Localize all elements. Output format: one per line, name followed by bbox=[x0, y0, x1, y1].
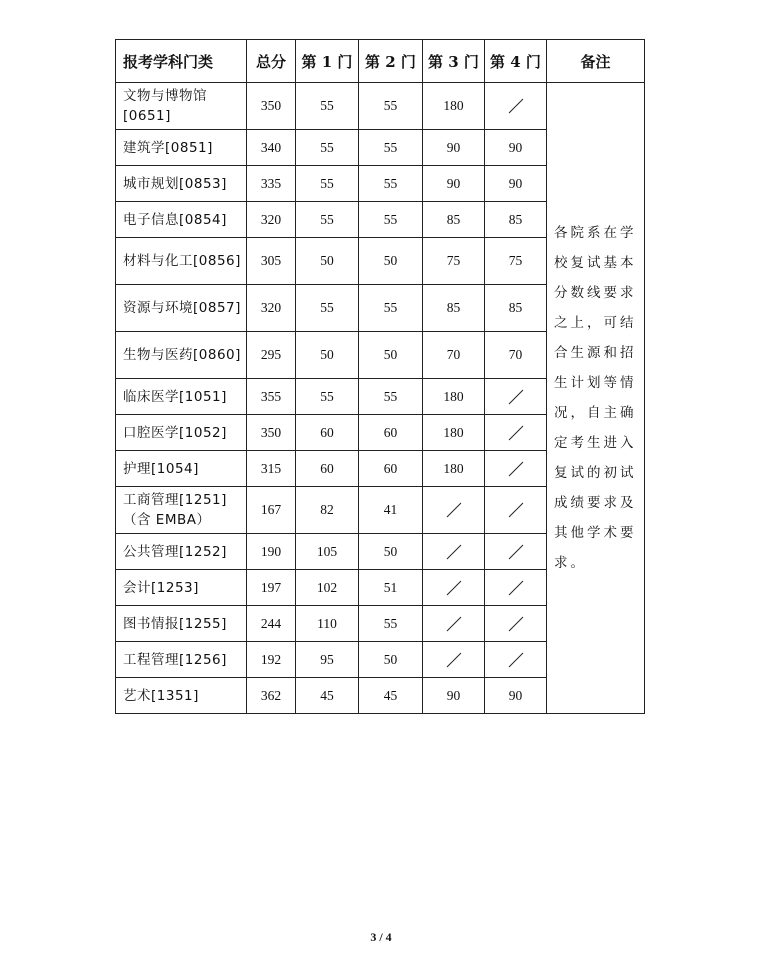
not-applicable-slash-icon bbox=[507, 460, 525, 478]
subject-2-cell: 55 bbox=[359, 202, 423, 238]
total-cell: 350 bbox=[247, 415, 296, 451]
total-cell: 190 bbox=[247, 534, 296, 570]
subject-4-cell bbox=[485, 451, 547, 487]
subject-2-cell: 55 bbox=[359, 83, 423, 130]
total-cell: 244 bbox=[247, 606, 296, 642]
subject-1-cell: 50 bbox=[296, 332, 359, 379]
subject-2-cell: 50 bbox=[359, 534, 423, 570]
category-cell: 生物与医药[0860] bbox=[116, 332, 247, 379]
subject-4-cell bbox=[485, 487, 547, 534]
not-applicable-slash-icon bbox=[445, 651, 463, 669]
subject-4-cell bbox=[485, 534, 547, 570]
not-applicable-slash-icon bbox=[445, 543, 463, 561]
subject-4-cell: 70 bbox=[485, 332, 547, 379]
total-cell: 362 bbox=[247, 678, 296, 714]
not-applicable-slash-icon bbox=[507, 579, 525, 597]
subject-4-cell: 85 bbox=[485, 202, 547, 238]
subject-2-cell: 51 bbox=[359, 570, 423, 606]
subject-2-cell: 45 bbox=[359, 678, 423, 714]
category-cell: 口腔医学[1052] bbox=[116, 415, 247, 451]
not-applicable-slash-icon bbox=[445, 579, 463, 597]
subject-3-cell bbox=[423, 534, 485, 570]
subject-1-cell: 102 bbox=[296, 570, 359, 606]
total-cell: 340 bbox=[247, 130, 296, 166]
subject-1-cell: 55 bbox=[296, 130, 359, 166]
category-cell: 艺术[1351] bbox=[116, 678, 247, 714]
total-cell: 320 bbox=[247, 285, 296, 332]
category-cell: 公共管理[1252] bbox=[116, 534, 247, 570]
category-cell: 文物与博物馆[0651] bbox=[116, 83, 247, 130]
not-applicable-slash-icon bbox=[445, 501, 463, 519]
subject-2-cell: 55 bbox=[359, 166, 423, 202]
subject-3-cell: 90 bbox=[423, 678, 485, 714]
subject-3-cell: 180 bbox=[423, 415, 485, 451]
subject-1-cell: 82 bbox=[296, 487, 359, 534]
total-cell: 197 bbox=[247, 570, 296, 606]
header-category: 报考学科门类 bbox=[116, 40, 247, 83]
subject-2-cell: 41 bbox=[359, 487, 423, 534]
subject-1-cell: 45 bbox=[296, 678, 359, 714]
table-row bbox=[116, 83, 645, 130]
not-applicable-slash-icon bbox=[507, 388, 525, 406]
subject-1-cell: 55 bbox=[296, 379, 359, 415]
not-applicable-slash-icon bbox=[445, 615, 463, 633]
subject-1-cell: 60 bbox=[296, 415, 359, 451]
total-cell: 335 bbox=[247, 166, 296, 202]
subject-1-cell: 105 bbox=[296, 534, 359, 570]
subject-4-cell: 85 bbox=[485, 285, 547, 332]
not-applicable-slash-icon bbox=[507, 651, 525, 669]
subject-2-cell: 60 bbox=[359, 415, 423, 451]
total-cell: 350 bbox=[247, 83, 296, 130]
subject-1-cell: 110 bbox=[296, 606, 359, 642]
subject-2-cell: 50 bbox=[359, 238, 423, 285]
subject-2-cell: 55 bbox=[359, 606, 423, 642]
header-subject-4: 第 4 门 bbox=[485, 40, 547, 83]
subject-3-cell bbox=[423, 487, 485, 534]
subject-3-cell bbox=[423, 642, 485, 678]
subject-4-cell: 90 bbox=[485, 130, 547, 166]
header-total: 总分 bbox=[247, 40, 296, 83]
not-applicable-slash-icon bbox=[507, 424, 525, 442]
subject-4-cell: 90 bbox=[485, 166, 547, 202]
subject-3-cell: 180 bbox=[423, 451, 485, 487]
subject-1-cell: 60 bbox=[296, 451, 359, 487]
subject-1-cell: 55 bbox=[296, 83, 359, 130]
subject-2-cell: 60 bbox=[359, 451, 423, 487]
total-cell: 295 bbox=[247, 332, 296, 379]
total-cell: 192 bbox=[247, 642, 296, 678]
page-number: 3 / 4 bbox=[370, 930, 392, 944]
subject-2-cell: 55 bbox=[359, 379, 423, 415]
not-applicable-slash-icon bbox=[507, 543, 525, 561]
subject-3-cell: 85 bbox=[423, 202, 485, 238]
category-cell: 会计[1253] bbox=[116, 570, 247, 606]
subject-3-cell: 90 bbox=[423, 130, 485, 166]
category-cell: 建筑学[0851] bbox=[116, 130, 247, 166]
header-subject-2: 第 2 门 bbox=[359, 40, 423, 83]
subject-3-cell: 180 bbox=[423, 83, 485, 130]
header-subject-1: 第 1 门 bbox=[296, 40, 359, 83]
subject-3-cell: 90 bbox=[423, 166, 485, 202]
subject-1-cell: 55 bbox=[296, 202, 359, 238]
subject-4-cell bbox=[485, 642, 547, 678]
subject-4-cell bbox=[485, 379, 547, 415]
subject-1-cell: 50 bbox=[296, 238, 359, 285]
total-cell: 305 bbox=[247, 238, 296, 285]
subject-2-cell: 50 bbox=[359, 332, 423, 379]
not-applicable-slash-icon bbox=[507, 97, 525, 115]
header-row bbox=[116, 40, 645, 83]
category-cell: 城市规划[0853] bbox=[116, 166, 247, 202]
table-body bbox=[116, 83, 645, 714]
category-cell: 材料与化工[0856] bbox=[116, 238, 247, 285]
subject-1-cell: 55 bbox=[296, 285, 359, 332]
subject-3-cell: 85 bbox=[423, 285, 485, 332]
category-cell: 电子信息[0854] bbox=[116, 202, 247, 238]
remarks-cell: 各院系在学校复试基本分数线要求之上，可结合生源和招生计划等情况，自主确定考生进入复试的初试成绩要求及其他学术要求。 bbox=[547, 83, 645, 714]
total-cell: 167 bbox=[247, 487, 296, 534]
subject-2-cell: 55 bbox=[359, 285, 423, 332]
header-remarks: 备注 bbox=[547, 40, 645, 83]
subject-3-cell: 70 bbox=[423, 332, 485, 379]
subject-3-cell: 75 bbox=[423, 238, 485, 285]
subject-3-cell bbox=[423, 570, 485, 606]
category-cell: 资源与环境[0857] bbox=[116, 285, 247, 332]
score-table bbox=[115, 39, 645, 714]
subject-4-cell bbox=[485, 415, 547, 451]
category-cell: 工商管理[1251]（含 EMBA） bbox=[116, 487, 247, 534]
category-cell: 图书情报[1255] bbox=[116, 606, 247, 642]
total-cell: 320 bbox=[247, 202, 296, 238]
subject-3-cell bbox=[423, 606, 485, 642]
total-cell: 315 bbox=[247, 451, 296, 487]
category-cell: 工程管理[1256] bbox=[116, 642, 247, 678]
subject-2-cell: 50 bbox=[359, 642, 423, 678]
subject-4-cell bbox=[485, 83, 547, 130]
subject-1-cell: 95 bbox=[296, 642, 359, 678]
not-applicable-slash-icon bbox=[507, 615, 525, 633]
subject-4-cell bbox=[485, 606, 547, 642]
subject-4-cell: 75 bbox=[485, 238, 547, 285]
subject-2-cell: 55 bbox=[359, 130, 423, 166]
subject-4-cell bbox=[485, 570, 547, 606]
category-cell: 护理[1054] bbox=[116, 451, 247, 487]
header-subject-3: 第 3 门 bbox=[423, 40, 485, 83]
not-applicable-slash-icon bbox=[507, 501, 525, 519]
subject-3-cell: 180 bbox=[423, 379, 485, 415]
category-cell: 临床医学[1051] bbox=[116, 379, 247, 415]
subject-4-cell: 90 bbox=[485, 678, 547, 714]
total-cell: 355 bbox=[247, 379, 296, 415]
subject-1-cell: 55 bbox=[296, 166, 359, 202]
